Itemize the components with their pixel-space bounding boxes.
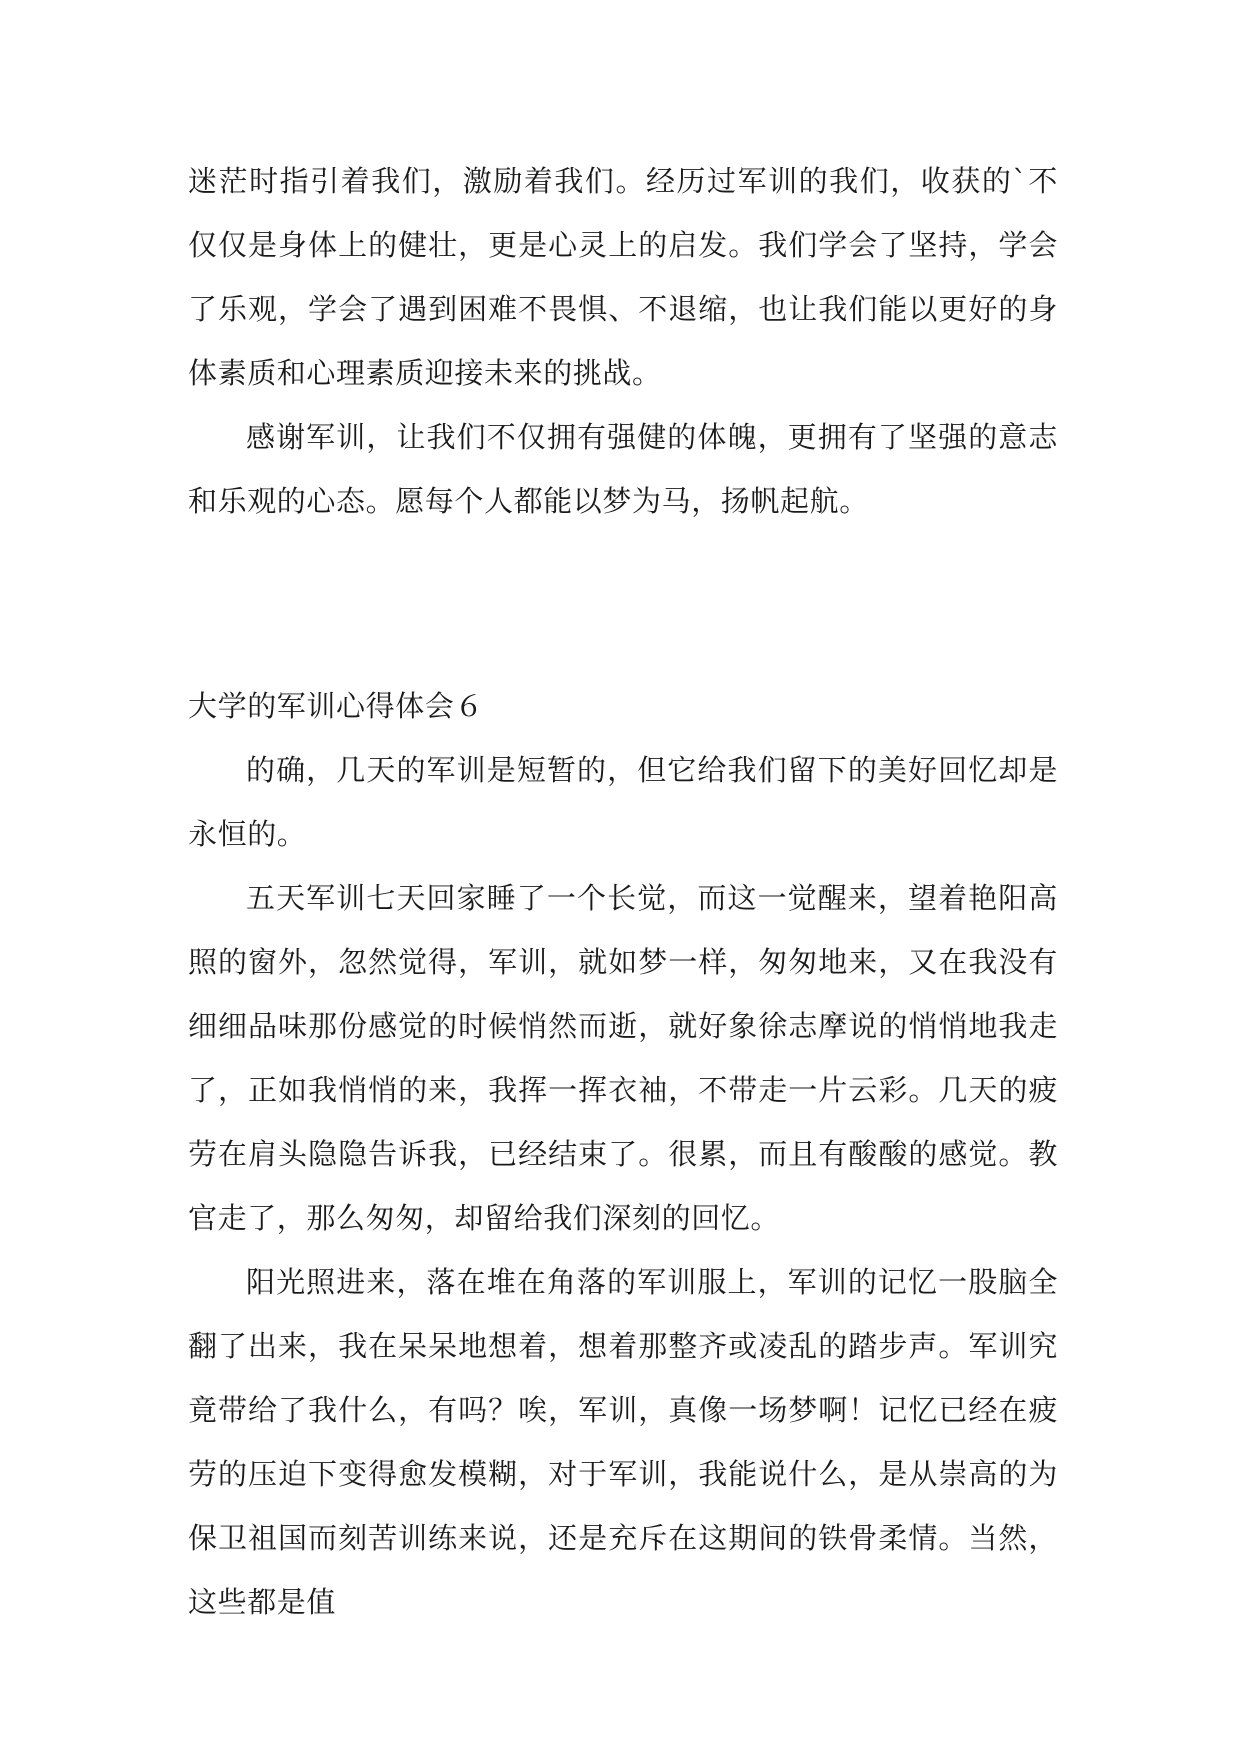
continued-essay-section	[188, 149, 1058, 533]
paragraph: 的确，几天的军训是短暂的，但它给我们留下的美好回忆却是永恒的。	[188, 753, 1058, 851]
section-title: 大学的军训心得体会６	[188, 689, 485, 723]
paragraph: 迷茫时指引着我们，激励着我们。经历过军训的我们，收获的`不仅仅是身体上的健壮，更是心灵上的启发。我们学会了坚持，学会了乐观，学会了遇到困难不畏惧、不退缩，也让我们能以更好的身体素质和心理素质迎接未来的挑战。	[188, 164, 1058, 390]
paragraph: 阳光照进来，落在堆在角落的军训服上，军训的记忆一股脑全翻了出来，我在呆呆地想着，想着那整齐或凌乱的踏步声。军训究竟带给了我什么，有吗？唉，军训，真像一场梦啊！记忆已经在疲劳的压迫下变得愈发模糊，对于军训，我能说什么，是从崇高的为保卫祖国而刻苦训练来说，还是充斥在这期间的铁骨柔情。当然，这些都是值	[188, 1265, 1058, 1619]
essay-section-6	[188, 674, 1058, 1634]
paragraph: 五天军训七天回家睡了一个长觉，而这一觉醒来，望着艳阳高照的窗外，忽然觉得，军训，就如梦一样，匆匆地来，又在我没有细细品味那份感觉的时候悄然而逝，就好象徐志摩说的悄悄地我走了，正如我悄悄的来，我挥一挥衣袖，不带走一片云彩。几天的疲劳在肩头隐隐告诉我，已经结束了。很累，而且有酸酸的感觉。教官走了，那么匆匆，却留给我们深刻的回忆。	[188, 881, 1058, 1235]
paragraph: 感谢军训，让我们不仅拥有强健的体魄，更拥有了坚强的意志和乐观的心态。愿每个人都能以梦为马，扬帆起航。	[188, 420, 1058, 518]
